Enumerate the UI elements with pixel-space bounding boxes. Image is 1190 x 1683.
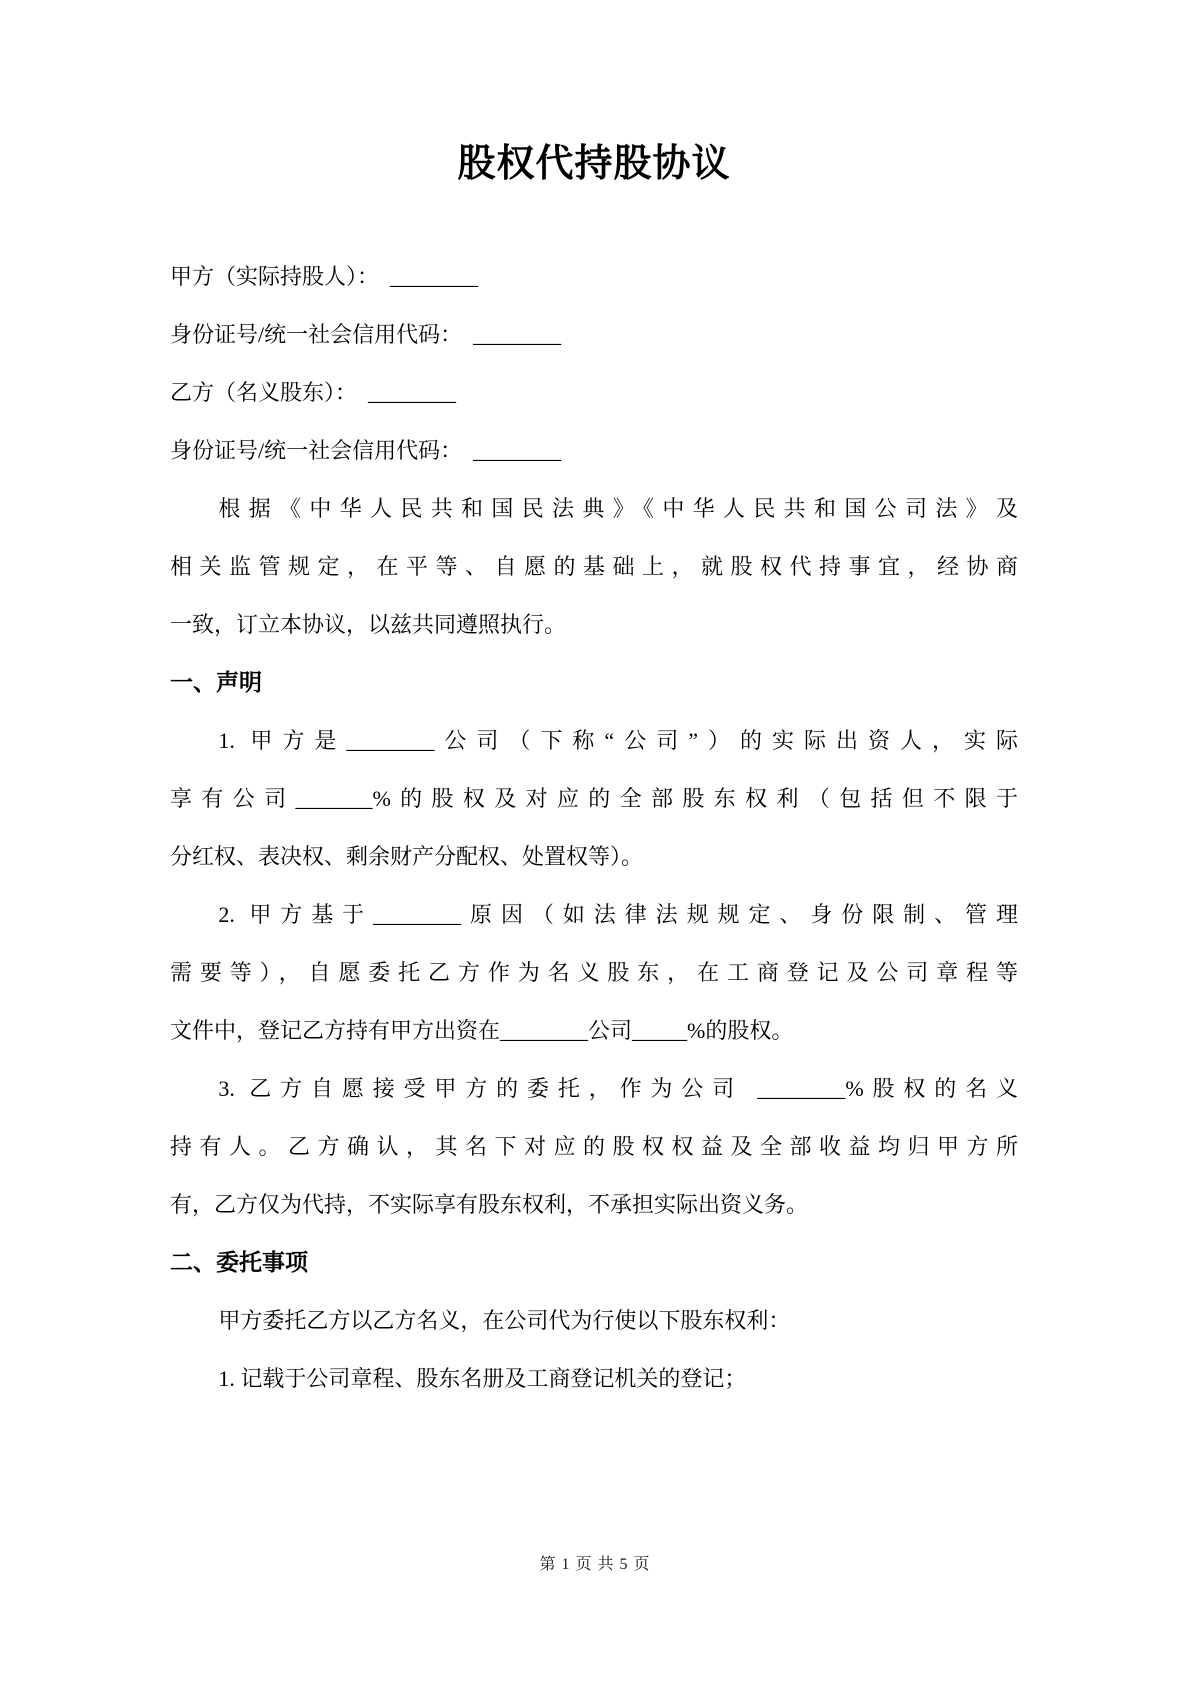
clause-line: 3. 乙方自愿接受甲方的委托，作为公司 ________%股权的名义 <box>218 1076 1018 1101</box>
section-heading-declaration: 一、声明 <box>170 670 262 695</box>
clause-line: 1. 记载于公司章程、股东名册及工商登记机关的登记； <box>218 1366 747 1391</box>
preamble-line: 相关监管规定，在平等、自愿的基础上，就股权代持事宜，经协商 <box>170 554 1018 579</box>
clause-line: 文件中，登记乙方持有甲方出资在________公司_____%的股权。 <box>170 1018 794 1043</box>
clause-line: 享有公司_______%的股权及对应的全部股东权利（包括但不限于 <box>170 786 1018 811</box>
document-title: 股权代持股协议 <box>457 143 731 185</box>
clause-line: 2. 甲方基于________原因（如法律法规规定、身份限制、管理 <box>218 902 1018 927</box>
field-party-b: 乙方（名义股东）： ________ <box>170 380 457 405</box>
clause-line: 持有人。乙方确认，其名下对应的股权权益及全部收益均归甲方所 <box>170 1134 1018 1159</box>
clause-line: 1. 甲方是________公司（下称“公司”）的实际出资人，实际 <box>218 728 1018 753</box>
preamble-line: 一致，订立本协议，以兹共同遵照执行。 <box>170 612 567 637</box>
page-number-footer: 第 1 页 共 5 页 <box>539 1556 651 1573</box>
clause-line: 需要等），自愿委托乙方作为名义股东，在工商登记及公司章程等 <box>170 960 1018 985</box>
section-heading-entrusted-matters: 二、委托事项 <box>170 1250 308 1275</box>
clause-line: 分红权、表决权、剩余财产分配权、处置权等）。 <box>170 844 644 869</box>
clause-line: 有，乙方仅为代持，不实际享有股东权利，不承担实际出资义务。 <box>170 1192 809 1217</box>
clause-line: 甲方委托乙方以乙方名义，在公司代为行使以下股东权利： <box>218 1308 791 1333</box>
field-party-a: 甲方（实际持股人）： ________ <box>170 264 479 289</box>
field-party-b-id: 身份证号/统一社会信用代码： ________ <box>170 438 562 463</box>
preamble-line: 根据《中华人民共和国民法典》《中华人民共和国公司法》及 <box>218 496 1018 521</box>
field-party-a-id: 身份证号/统一社会信用代码： ________ <box>170 322 562 347</box>
